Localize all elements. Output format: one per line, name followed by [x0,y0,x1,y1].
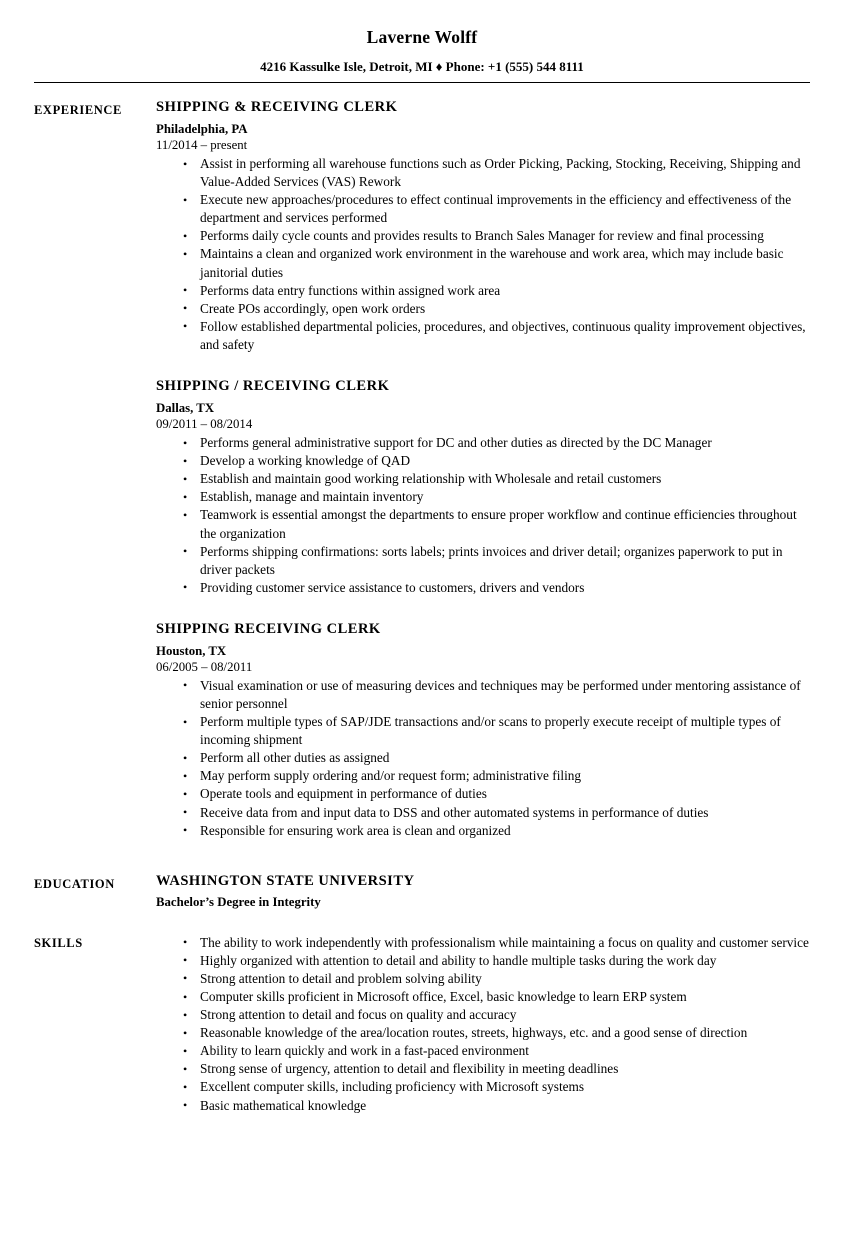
list-item: • Performs daily cycle counts and provides results to Branch Sales Manager for review and final processing [180,227,810,245]
job-bullets [156,434,810,597]
list-item: • Responsible for ensuring work area is clean and organized [180,822,810,840]
section-label-experience: EXPERIENCE [34,103,122,117]
skills-list [156,932,810,1115]
education-list [156,873,810,910]
job-spacer [156,354,810,378]
job-title: SHIPPING & RECEIVING CLERK [156,99,398,115]
list-item: • Performs data entry functions within assigned work area [180,282,810,300]
education-degree: Bachelor’s Degree in Integrity [156,894,321,909]
list-item: • Highly organized with attention to detail and ability to handle multiple tasks during the work day [180,952,810,970]
experience-list [156,99,810,840]
list-item: • Visual examination or use of measuring devices and techniques may be performed under mentoring assistance of senior personnel [180,677,810,713]
job-bullets [156,677,810,840]
list-item: • Teamwork is essential amongst the departments to ensure proper workflow and continue efficiencies throughout the organization [180,506,810,542]
list-item: • Ability to learn quickly and work in a fast-paced environment [180,1042,810,1060]
list-item: • Create POs accordingly, open work orders [180,300,810,318]
list-item: • Establish, manage and maintain inventory [180,488,810,506]
list-item: • Follow established departmental policies, procedures, and objectives, continuous quality improvement objectives, and safety [180,318,810,354]
job-location: Houston, TX [156,643,227,658]
list-item: • Performs shipping confirmations: sorts labels; prints invoices and driver detail; organizes paperwork to put in driver packets [180,543,810,579]
page-title: Laverne Wolff [366,27,478,47]
list-item: • Execute new approaches/procedures to effect continual improvements in the efficiency and effectiveness of the department and services performed [180,191,810,227]
list-item: • Basic mathematical knowledge [180,1097,810,1115]
header-divider [34,82,810,83]
list-item: • Performs general administrative support for DC and other duties as directed by the DC Manager [180,434,810,452]
list-item: • Strong sense of urgency, attention to detail and flexibility in meeting deadlines [180,1060,810,1078]
list-item: • Maintains a clean and organized work environment in the warehouse and work area, which may include basic janitorial duties [180,245,810,281]
experience-item [156,621,810,840]
list-item: • Perform all other duties as assigned [180,749,810,767]
job-dates: 11/2014 – present [156,138,248,152]
list-item: • Excellent computer skills, including proficiency with Microsoft systems [180,1078,810,1096]
experience-item [156,378,810,597]
section-experience [34,99,810,840]
job-spacer [156,597,810,621]
list-item: • Assist in performing all warehouse functions such as Order Picking, Packing, Stocking, Receiving, Shipping and Value-Added Services (VAS) Rework [180,155,810,191]
section-education [34,873,810,910]
list-item: • Reasonable knowledge of the area/location routes, streets, highways, etc. and a good sense of direction [180,1024,810,1042]
job-dates: 09/2011 – 08/2014 [156,417,253,432]
list-item: • Strong attention to detail and problem solving ability [180,970,810,988]
list-item: • Computer skills proficient in Microsoft office, Excel, basic knowledge to learn ERP system [180,988,810,1006]
list-item: • The ability to work independently with professionalism while maintaining a focus on quality and customer service [180,934,810,952]
section-skills [34,932,810,1115]
job-location: Philadelphia, PA [156,122,248,136]
list-item: • May perform supply ordering and/or request form; administrative filing [180,767,810,785]
contact-line: 4216 Kassulke Isle, Detroit, MI ♦ Phone: +1 (555) 544 8111 [260,59,584,74]
job-title: SHIPPING / RECEIVING CLERK [156,378,390,395]
list-item: • Operate tools and equipment in performance of duties [180,785,810,803]
job-title: SHIPPING RECEIVING CLERK [156,620,381,637]
section-label-skills: SKILLS [34,935,83,950]
experience-item [156,99,810,354]
education-school: WASHINGTON STATE UNIVERSITY [156,872,415,889]
list-item: • Strong attention to detail and focus on quality and accuracy [180,1006,810,1024]
skills-bullets [156,934,810,1115]
job-dates: 06/2005 – 08/2011 [156,659,253,674]
list-item: • Develop a working knowledge of QAD [180,452,810,470]
job-bullets [156,155,810,354]
list-item: • Establish and maintain good working relationship with Wholesale and retail customers [180,470,810,488]
list-item: • Receive data from and input data to DSS and other automated systems in performance of duties [180,804,810,822]
list-item: • Perform multiple types of SAP/JDE transactions and/or scans to properly execute receipt of multiple types of incoming shipment [180,713,810,749]
section-label-education: EDUCATION [34,876,115,891]
job-location: Dallas, TX [156,401,215,416]
list-item: • Providing customer service assistance to customers, drivers and vendors [180,579,810,597]
